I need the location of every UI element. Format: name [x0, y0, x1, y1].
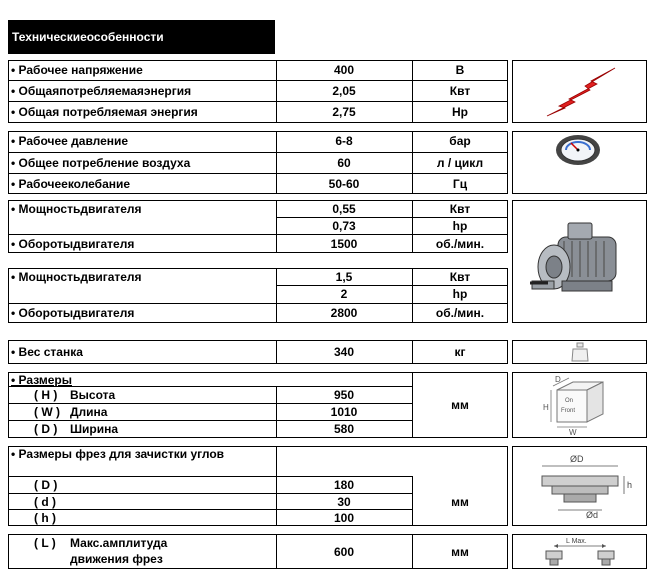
weight-unit: кг	[454, 345, 466, 359]
motor2-unit-hp: hp	[452, 287, 468, 301]
cutters-value-1: 30	[337, 495, 351, 509]
motor2-rpm-label: • Оборотыдвигателя	[11, 306, 135, 320]
dimensions-value-1: 1010	[330, 405, 358, 419]
cutter-diagram-icon	[530, 450, 640, 522]
amplitude-value: 600	[333, 545, 355, 559]
dimensions-code-2: ( D )	[34, 422, 58, 436]
electric-motor-icon	[528, 215, 633, 307]
dimensions-name-0: Высота	[70, 388, 116, 402]
air-unit-2: Гц	[452, 177, 468, 191]
air-label-2: • Рабочееколебание	[11, 177, 131, 191]
amplitude-diagram-label: L Max.	[566, 538, 587, 545]
dimensions-value-0: 950	[333, 388, 355, 402]
dimensions-value-2: 580	[333, 422, 355, 436]
electric-unit-1: Квт	[449, 84, 471, 98]
dimensions-code-1: ( W )	[34, 405, 60, 419]
motor2-rpm: 2800	[330, 306, 358, 320]
motor1-power-kw: 0,55	[332, 202, 356, 216]
motor1-power-label: • Мощностьдвигателя	[11, 202, 142, 216]
cutters-unit: мм	[451, 495, 469, 509]
cutters-value-2: 100	[333, 511, 355, 525]
electric-label-0: • Рабочее напряжение	[11, 63, 143, 77]
section-header: Техническиеособенности	[8, 20, 275, 54]
amplitude-code: ( L )	[34, 536, 56, 550]
air-unit-0: бар	[449, 134, 471, 148]
dimensions-title: • Размеры	[11, 373, 72, 387]
dim-front-label: Front	[561, 408, 576, 414]
motor1-unit-hp: hp	[452, 219, 468, 233]
weight-icon	[570, 341, 590, 363]
dim-h-label: H	[543, 403, 549, 412]
motor1-power-hp: 0,73	[332, 219, 356, 233]
cutter-d-label: Ød	[586, 510, 599, 520]
cutter-h-label: h	[627, 480, 633, 490]
dimensions-code-0: ( H )	[34, 388, 58, 402]
motor1-rpm: 1500	[330, 237, 358, 251]
dim-on-label: On	[565, 398, 574, 404]
weight-label: • Вес станка	[11, 345, 83, 359]
air-value-2: 50-60	[328, 177, 360, 191]
motor1-rpm-unit: об./мин.	[435, 237, 485, 251]
air-label-1: • Общее потребление воздуха	[11, 156, 191, 170]
lightning-icon	[545, 66, 620, 118]
cutters-title: • Размеры фрез для зачистки углов	[11, 447, 225, 461]
electric-unit-0: В	[455, 63, 465, 77]
air-value-0: 6-8	[335, 134, 353, 148]
dimensions-name-1: Длина	[70, 405, 108, 419]
electric-value-0: 400	[333, 63, 355, 77]
motor2-rpm-unit: об./мин.	[435, 306, 485, 320]
motor2-power-hp: 2	[340, 287, 348, 301]
motor2-power-kw: 1,5	[335, 270, 353, 284]
motor2-power-label: • Мощностьдвигателя	[11, 270, 142, 284]
cutters-code-0: ( D )	[34, 478, 58, 492]
motor1-unit-kw: Квт	[449, 202, 471, 216]
dim-w-label: W	[569, 428, 577, 436]
amplitude-line1: Макс.амплитуда	[70, 536, 168, 550]
cutters-value-0: 180	[333, 478, 355, 492]
cutters-code-1: ( d )	[34, 495, 56, 509]
cutter-D-label: ØD	[570, 454, 584, 464]
machine-dimensions-icon	[535, 374, 625, 436]
electric-label-2: • Общая потребляемая энергия	[11, 105, 198, 119]
amplitude-unit: мм	[451, 545, 469, 559]
pressure-gauge-icon	[553, 133, 603, 167]
air-value-1: 60	[337, 156, 351, 170]
amplitude-diagram-icon	[540, 535, 620, 568]
electric-value-2: 2,75	[332, 105, 356, 119]
motor1-rpm-label: • Оборотыдвигателя	[11, 237, 135, 251]
amplitude-line2: движения фрез	[70, 552, 163, 566]
air-label-0: • Рабочее давление	[11, 134, 129, 148]
cutters-code-2: ( h )	[34, 511, 56, 525]
dim-d-label: D	[555, 375, 561, 384]
electric-value-1: 2,05	[332, 84, 356, 98]
air-unit-1: л / цикл	[436, 156, 484, 170]
dimensions-name-2: Ширина	[70, 422, 119, 436]
electric-unit-2: Hp	[452, 105, 468, 119]
weight-value: 340	[333, 345, 355, 359]
electric-label-1: • Общаяпотребляемаяэнергия	[11, 84, 192, 98]
motor2-unit-kw: Квт	[449, 270, 471, 284]
dimensions-unit: мм	[451, 398, 469, 412]
